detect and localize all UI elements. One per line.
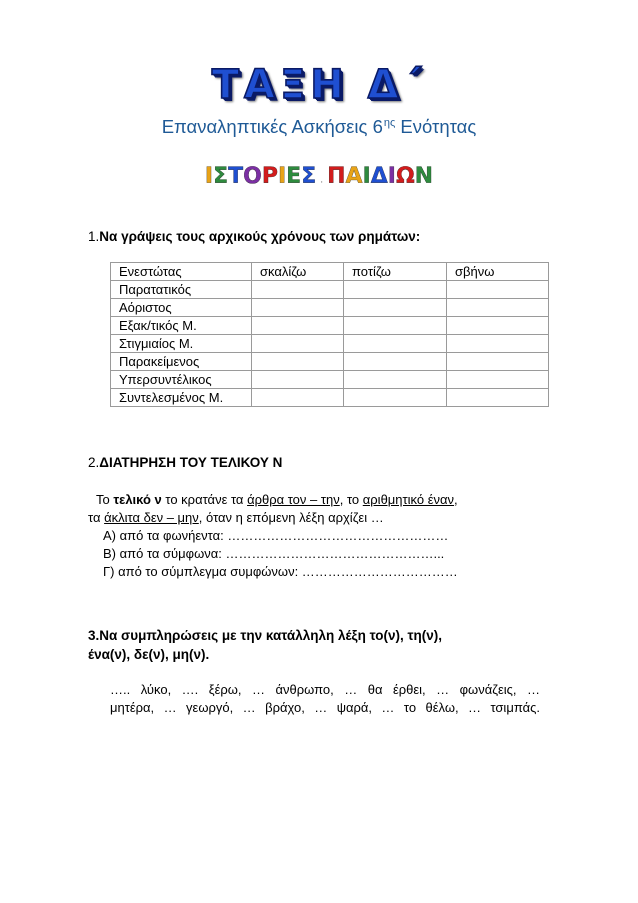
option-a: Α) από τα φωνήεντα: …………………………………………… <box>103 528 449 543</box>
answer-cell[interactable] <box>252 317 344 335</box>
tense-label: Παρακείμενος <box>111 353 252 371</box>
fill-line-1: ….. λύκο, …. ξέρω, … άνθρωπο, … θα έρθει, … φωνάζεις, … <box>110 682 540 697</box>
exercise-2-heading <box>88 455 282 470</box>
exercise-3-heading-line-2: ένα(ν), δε(ν), μη(ν). <box>88 647 210 662</box>
rule-bold-final-n: τελικό ν <box>113 492 162 507</box>
subtitle-superscript: ης <box>383 117 396 129</box>
rule-numeral: αριθμητικό έναν <box>362 492 455 507</box>
answer-cell[interactable] <box>447 389 549 407</box>
table-row <box>111 353 549 371</box>
exercise-1-heading <box>88 229 420 244</box>
answer-cell[interactable] <box>344 317 447 335</box>
exercise-1-number: 1. <box>88 229 100 244</box>
tense-label: Στιγμιαίος Μ. <box>111 335 252 353</box>
table-header-cell: ποτίζω <box>344 263 447 281</box>
rule-adverbs: άκλιτα δεν – μην <box>104 510 199 525</box>
fill-line-2: μητέρα, … γεωργό, … βράχο, … ψαρά, … το θέλω, … τσιμπάς. <box>110 700 540 715</box>
option-c: Γ) από το σύμπλεγμα συμφώνων: ……………………………… <box>103 564 458 579</box>
stories-letter: Ι <box>277 164 287 189</box>
tense-label: Υπερσυντέλικος <box>111 371 252 389</box>
answer-cell[interactable] <box>252 335 344 353</box>
table-row <box>111 371 549 389</box>
subtitle-end: Ενότητας <box>395 116 477 137</box>
answer-cell[interactable] <box>344 389 447 407</box>
table-header-row <box>111 263 549 281</box>
answer-cell[interactable] <box>447 371 549 389</box>
page-title: ΤΑΞΗ Δ΄ <box>211 62 427 108</box>
option-b: Β) από τα σύμφωνα: …………………………………………... <box>103 546 445 561</box>
stories-letter: Ι <box>204 164 214 189</box>
table-row <box>111 317 549 335</box>
verb-tenses-table <box>110 262 549 407</box>
rule-text: Το <box>96 492 114 507</box>
tense-label: Εξακ/τικός Μ. <box>111 317 252 335</box>
answer-cell[interactable] <box>252 353 344 371</box>
answer-cell[interactable] <box>252 281 344 299</box>
answer-cell[interactable] <box>344 335 447 353</box>
stories-letter: Σ <box>301 164 317 189</box>
table-row <box>111 335 549 353</box>
rule-text: , το <box>339 492 363 507</box>
rule-text: το κρατάνε τα <box>161 492 248 507</box>
tense-label: Συντελεσμένος Μ. <box>111 389 252 407</box>
answer-cell[interactable] <box>344 299 447 317</box>
stories-letter: Ω <box>395 164 415 189</box>
rule-text: , όταν η επόμενη λέξη αρχίζει … <box>198 510 384 525</box>
answer-cell[interactable] <box>252 371 344 389</box>
table-header-cell: σκαλίζω <box>252 263 344 281</box>
table-header-cell: Ενεστώτας <box>111 263 252 281</box>
exercise-1-instruction: Να γράψεις τους αρχικούς χρόνους των ρημάτων: <box>99 229 421 244</box>
exercise-2-number: 2. <box>88 455 100 470</box>
table-header-cell: σβήνω <box>447 263 549 281</box>
stories-letter: Ρ <box>261 164 278 189</box>
exercise-2-title: ΔΙΑΤΗΡΗΣΗ ΤΟΥ ΤΕΛΙΚΟΥ Ν <box>99 455 283 470</box>
stories-heading <box>0 164 638 189</box>
rule-articles: άρθρα τον – την <box>247 492 340 507</box>
table-row <box>111 389 549 407</box>
rule-line-1 <box>96 492 458 507</box>
rule-line-2 <box>88 510 384 525</box>
stories-letter: Ο <box>243 164 262 189</box>
answer-cell[interactable] <box>447 281 549 299</box>
tense-label: Παρατατικός <box>111 281 252 299</box>
tense-label: Αόριστος <box>111 299 252 317</box>
table-row <box>111 281 549 299</box>
stories-letter: Α <box>345 164 363 189</box>
rule-text: , <box>454 492 458 507</box>
subtitle-main: Επαναληπτικές Ασκήσεις 6 <box>161 116 383 137</box>
stories-letter: Δ <box>370 164 388 189</box>
answer-cell[interactable] <box>447 317 549 335</box>
stories-letter: Π <box>327 164 346 189</box>
stories-letter: Ν <box>414 164 434 189</box>
stories-separator: · <box>320 178 324 188</box>
stories-letter: Τ <box>228 164 244 189</box>
subtitle <box>0 116 638 138</box>
answer-cell[interactable] <box>447 299 549 317</box>
table-row <box>111 299 549 317</box>
stories-letter: Ι <box>387 164 396 189</box>
stories-letter: Ι <box>362 164 371 189</box>
answer-cell[interactable] <box>447 335 549 353</box>
answer-cell[interactable] <box>447 353 549 371</box>
answer-cell[interactable] <box>252 389 344 407</box>
rule-text: τα <box>88 510 105 525</box>
answer-cell[interactable] <box>344 281 447 299</box>
stories-letter: Σ <box>213 164 229 189</box>
answer-cell[interactable] <box>252 299 344 317</box>
answer-cell[interactable] <box>344 353 447 371</box>
answer-cell[interactable] <box>344 371 447 389</box>
stories-letter: Ε <box>286 164 302 189</box>
exercise-3-heading-line-1: 3.Να συμπληρώσεις με την κατάλληλη λέξη το(ν), τη(ν), <box>88 628 442 643</box>
